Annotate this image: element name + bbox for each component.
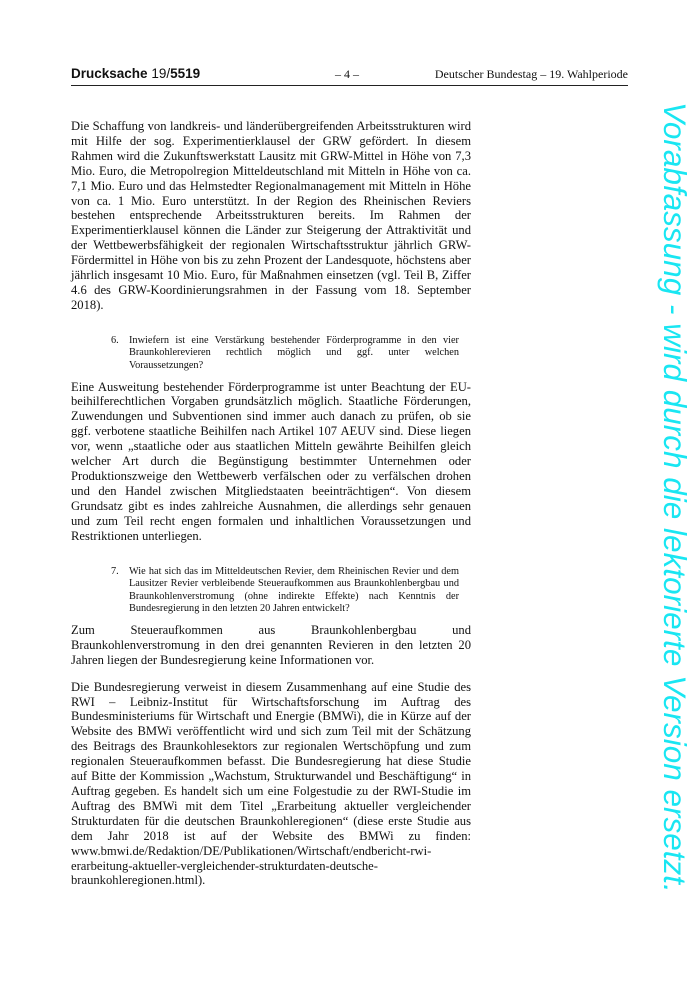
question-number: 7.: [111, 565, 119, 577]
draft-watermark: Vorabfassung - wird durch die lektorierte Version ersetzt.: [657, 102, 693, 893]
page-number: – 4 –: [335, 67, 359, 81]
doc-number-prefix: 19/: [151, 66, 171, 81]
question-7: [111, 566, 459, 616]
document-body: [71, 119, 471, 888]
document-number: [71, 66, 200, 81]
answer-7-part-1: Zum Steueraufkommen aus Braunkohlenbergbau und Braunkohlenverstromung in den drei genannten Revieren in den letzten 20 Jahren liegen der Bundesregierung keine Informationen vor.: [71, 622, 471, 667]
question-text: Wie hat sich das im Mitteldeutschen Revier, dem Rheinischen Revier und dem Lausitzer Revier verbleibende Steueraufkommen aus Braunkohlenbergbau und Braunkohlenverstromung (ohne indirekte Effekte) nach Kenntnis der Bundesregierung in den letzten 20 Jahren entwickelt?: [129, 565, 459, 615]
question-number: 6.: [111, 334, 119, 346]
question-text: Inwiefern ist eine Verstärkung bestehender Förderprogramme in den vier Braunkohlerevieren rechtlich möglich und ggf. unter welchen Voraussetzungen?: [129, 334, 459, 371]
doc-number: 5519: [170, 66, 201, 81]
publisher: Deutscher Bundestag – 19. Wahlperiode: [434, 67, 628, 81]
question-6: [111, 335, 459, 373]
answer-7-part-2: Die Bundesregierung verweist in diesem Zusammenhang auf eine Studie des RWI – Leibniz-Institut für Wirtschaftsforschung im Auftrag des Bundesministeriums für Wirtschaft und Energie (BMWi), die in Kürze auf der Website des BMWi veröffentlicht wird und sich zum Teil mit der Schätzung des Beitrags des Braunkohlesektors zur regionalen Wertschöpfung und zum regionalen Steueraufkommen befasst. Die Bundesregierung hat diese Studie auf Bitte der Kommission „Wachstum, Strukturwandel und Beschäftigung“ in Auftrag gegeben. Es handelt sich um eine Folgestudie zu der RWI-Studie im Auftrag des BMWi mit dem Titel „Erarbeitung aktueller vergleichender Strukturdaten für die deutschen Braunkohleregionen“ (diese erste Studie aus dem Jahr 2018 ist auf der Website des BMWi zu finden: www.bmwi.de/Redaktion/DE/Publikationen/Wirtschaft/endbericht-rwi-erarbeitung-aktueller-vergleichender-strukturdaten-deutsche-braunkohleregionen.html).: [71, 679, 471, 888]
paragraph-grw: Die Schaffung von landkreis- und länderübergreifenden Arbeitsstrukturen wird mit Hilfe der sog. Experimentierklausel der GRW gefördert. In diesem Rahmen wird die Zukunftswerkstatt Lausitz mit GRW-Mittel in Höhe von 7,3 Mio. Euro, die Metropolregion Mitteldeutschland mit Mitteln in Höhe von ca. 7,1 Mio. Euro und das Helmstedter Regionalmanagement mit Mitteln in Höhe von ca. 1 Mio. Euro unterstützt. In der Region des Rheinischen Reviers bestehen entsprechende Arbeitsstrukturen bereits. Im Rahmen der Experimentierklausel können die Länder zur Steigerung der Attraktivität und der Wettbewerbsfähigkeit der regionalen Wirtschaftsstruktur jährlich GRW-Fördermittel in Höhe von bis zu zehn Prozent der Landesquote, höchstens aber jährlich insgesamt 10 Mio. Euro, für Maßnahmen einsetzen (vgl. Teil B, Ziffer 4.6 des GRW-Koordinierungsrahmen in der Fassung vom 18. September 2018).: [71, 119, 471, 312]
answer-6: Eine Ausweitung bestehender Förderprogramme ist unter Beachtung der EU-beihilferechtlichen Vorgaben grundsätzlich möglich. Staatliche Förderungen, Zuwendungen und Subventionen sind immer auch danach zu prüfen, ob sie ggf. verbotene staatliche Beihilfen nach Artikel 107 AEUV sind. Diese liegen vor, wenn „staatliche oder aus staatlichen Mitteln gewährte Beihilfen gleich welcher Art durch die Begünstigung bestimmter Unternehmen oder Produktionszweige den Wettbewerb verfälschen oder zu verfälschen drohen und den Handel zwischen Mitgliedstaaten beeinträchtigen“. Von diesem Grundsatz gibt es indes zahlreiche Ausnahmen, die allerdings sehr genauen und zum Teil recht engen formalen und inhaltlichen Voraussetzungen und Restriktionen unterliegen.: [71, 379, 471, 543]
page-header: [71, 66, 628, 86]
header-rule: [71, 85, 628, 86]
doc-label: Drucksache: [71, 66, 148, 81]
